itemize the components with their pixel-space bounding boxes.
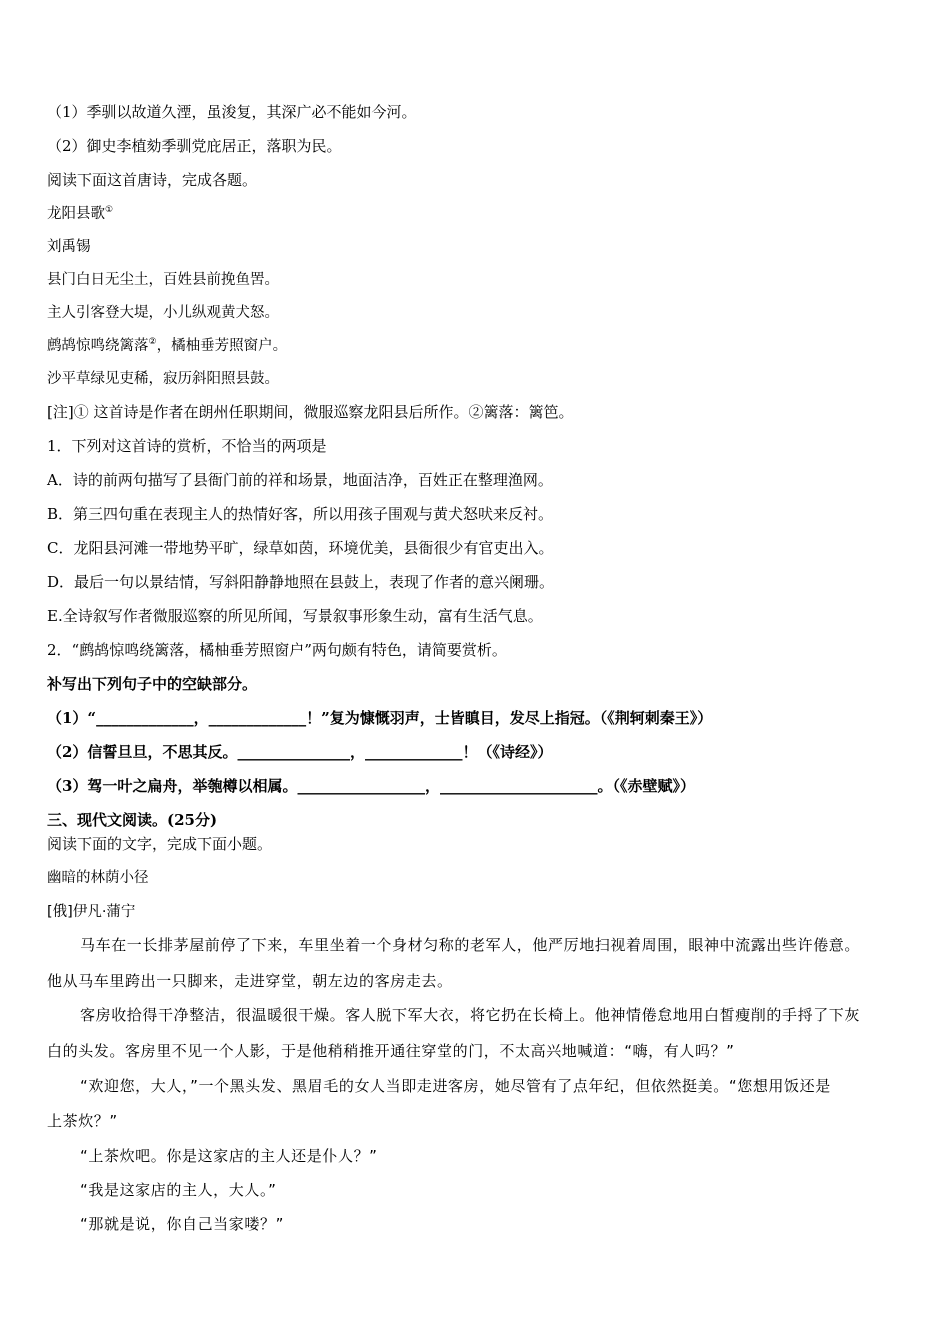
option-b: B．第三四句重在表现主人的热情好客，所以用孩子围观与黄犬怒吠来反衬。 xyxy=(47,505,554,523)
story-dialogue-3: “那就是说，你自己当家喽？” xyxy=(80,1215,284,1233)
story-paragraph-3-line-2: 上茶炊？” xyxy=(47,1112,118,1130)
poem-line-4: 沙平草绿见吏稀，寂历斜阳照县鼓。 xyxy=(47,371,279,387)
story-dialogue-1: “上茶炊吧。你是这家店的主人还是仆人？” xyxy=(80,1147,378,1165)
story-dialogue-2: “我是这家店的主人，大人。” xyxy=(80,1181,277,1199)
story-paragraph-3-line-1: “欢迎您，大人，”一个黑头发、黑眉毛的女人当即走进客房，她尽管有了点年纪，但依然挺美。“您想用饭还是 xyxy=(80,1077,831,1095)
section-instruction: 阅读下面这首唐诗，完成各题。 xyxy=(47,171,258,189)
option-e: E.全诗叙写作者微服巡察的所见所闻，写景叙事形象生动，富有生活气息。 xyxy=(47,607,543,625)
option-d: D．最后一句以景结情，写斜阳静静地照在县鼓上，表现了作者的意兴阑珊。 xyxy=(47,573,555,591)
footnote-marker-1: ① xyxy=(105,205,114,215)
answer-line-1: （1）季驯以故道久湮，虽浚复，其深广必不能如今河。 xyxy=(47,103,417,121)
fill-in-item-3: （3）驾一叶之扁舟，举匏樽以相属。_________________，_____________________。（《赤壁赋》） xyxy=(47,777,695,795)
poem-title-text: 龙阳县歌 xyxy=(47,206,105,222)
story-paragraph-2-line-2: 白的头发。客房里不见一个人影，于是他稍稍推开通往穿堂的门，不太高兴地喊道：“嗨，有人吗？” xyxy=(47,1042,735,1060)
footnote-marker-2: ② xyxy=(148,337,157,347)
answer-line-2: （2）御史李植劾季驯党庇居正，落职为民。 xyxy=(47,137,342,155)
story-paragraph-1-line-1: 马车在一长排茅屋前停了下来，车里坐着一个身材匀称的老军人，他严厉地扫视着周围，眼神中流露出些许倦意。 xyxy=(80,936,861,954)
reading-instruction: 阅读下面的文字，完成下面小题。 xyxy=(47,835,273,853)
poem-line-1: 县门白日无尘土，百姓县前挽鱼罟。 xyxy=(47,272,279,288)
poem-line-3-tail: ，橘柚垂芳照窗户。 xyxy=(156,338,288,354)
fill-in-item-2: （2）信誓旦旦，不思其反。_______________，_____________！（《诗经》） xyxy=(47,743,553,761)
poem-line-3-head: 鹧鸪惊鸣绕篱落 xyxy=(47,338,149,354)
story-author: [俄]伊凡·蒲宁 xyxy=(47,904,136,920)
option-c: C．龙阳县河滩一带地势平旷，绿草如茵，环境优美，县衙很少有官吏出入。 xyxy=(47,539,554,557)
story-paragraph-1-line-2: 他从马车里跨出一只脚来，走进穿堂，朝左边的客房走去。 xyxy=(47,972,453,990)
option-a: A．诗的前两句描写了县衙门前的祥和场景，地面洁净，百姓正在整理渔网。 xyxy=(47,471,553,489)
fill-in-item-1: （1）“_____________，_____________！”复为慷慨羽声，士皆瞋目，发尽上指冠。（《荆轲刺秦王》） xyxy=(47,709,713,727)
poem-author: 刘禹锡 xyxy=(47,239,91,255)
poem-line-2: 主人引客登大堤，小儿纵观黄犬怒。 xyxy=(47,305,279,321)
fill-in-heading: 补写出下列句子中的空缺部分。 xyxy=(47,675,258,693)
story-paragraph-2-line-1: 客房收拾得干净整洁，很温暖很干燥。客人脱下军大衣，将它扔在长椅上。他神情倦怠地用白皙瘦削的手捋了下灰 xyxy=(80,1006,861,1024)
question-1: 1．下列对这首诗的赏析，不恰当的两项是 xyxy=(47,437,327,455)
poem-line-3 xyxy=(47,336,287,356)
story-title: 幽暗的林荫小径 xyxy=(47,870,149,886)
poem-note: [注]① 这首诗是作者在朗州任职期间，微服巡察龙阳县后所作。②篱落：篱笆。 xyxy=(47,403,574,421)
question-2: 2．“鹧鸪惊鸣绕篱落，橘柚垂芳照窗户”两句颇有特色，请简要赏析。 xyxy=(47,641,507,659)
poem-title xyxy=(47,204,113,224)
section-three-heading: 三、现代文阅读。(25分) xyxy=(47,811,218,829)
